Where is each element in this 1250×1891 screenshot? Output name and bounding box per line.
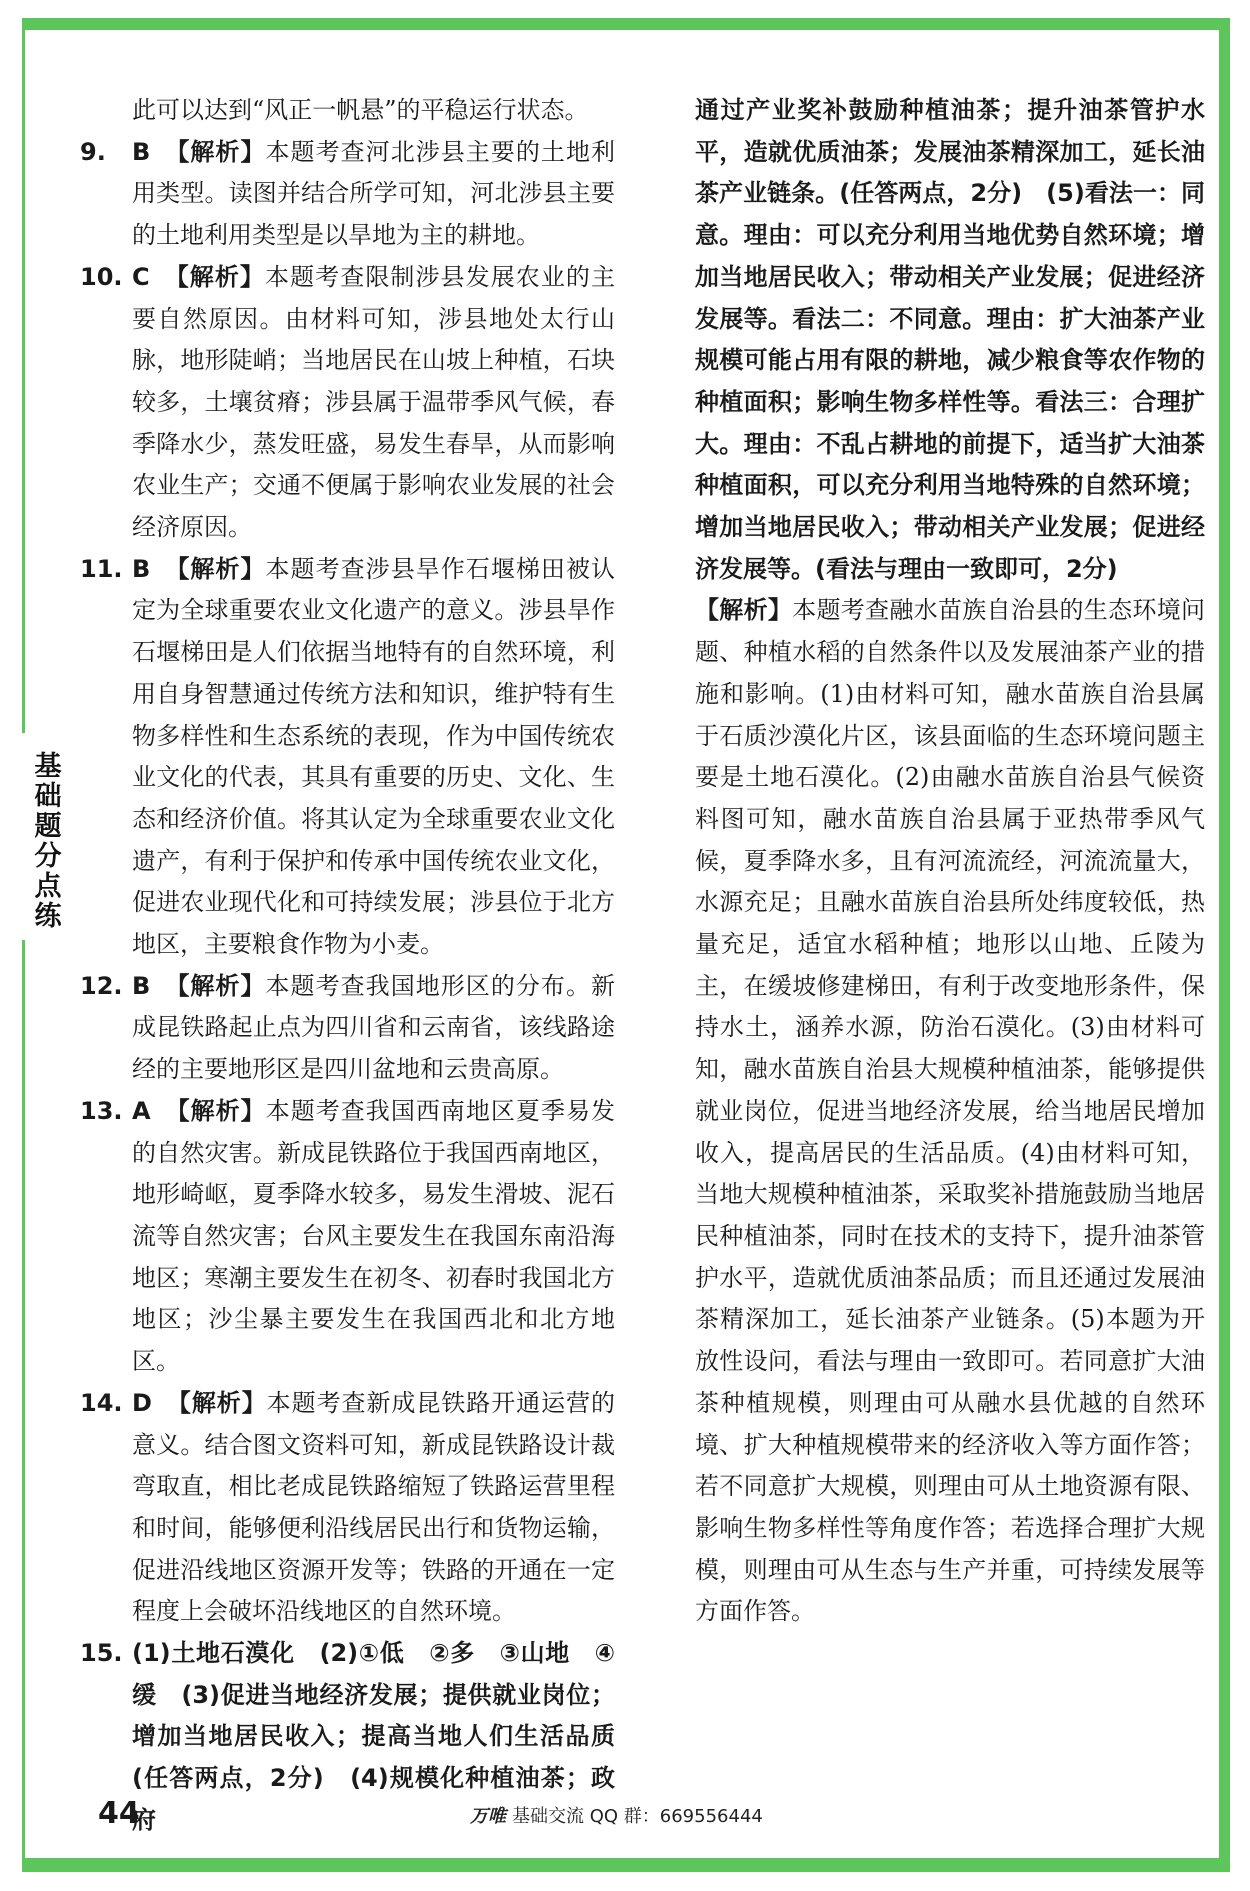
item-number: 11. [80, 554, 123, 583]
left-column [80, 90, 615, 1842]
intro-continuation: 此可以达到“风正一帆悬”的平稳运行状态。 [132, 96, 589, 124]
left-border-upper [22, 18, 25, 733]
answer-letter: B [132, 137, 151, 166]
section-side-tab: 基 础 题 分 点 练 [34, 751, 62, 932]
answer-15-continuation: 通过产业奖补鼓励种植油茶；提升油茶管护水平，造就优质油茶；发展油茶精深加工，延长油茶产业链条。(任答两点，2分) (5)看法一：同意。理由：可以充分利用当地优势自然环境；增加当地居民收入；带动相关产业发展；促进经济发展等。看法二：不同意。理由：扩大油茶产业规模可能占用有限的耕地，减少粮食等农作物的种植面积；影响生物多样性等。看法三：合理扩大。理由：不乱占耕地的前提下，适当扩大油茶种植面积，可以充分利用当地特殊的自然环境；增加当地居民收入；带动相关产业发展；促进经济发展等。(看法与理由一致即可，2分) [695, 96, 1205, 583]
item-number: 12. [80, 971, 123, 1000]
analysis-text: 本题考查涉县旱作石堰梯田被认定为全球重要农业文化遗产的意义。涉县旱作石堰梯田是人们依据当地特有的自然环境，利用自身智慧通过传统方法和知识，维护特有生物多样性和生态系统的表现，作为中国传统农业文化的代表，其具有重要的历史、文化、生态和经济价值。将其认定为全球重要农业文化遗产，有利于保护和传承中国传统农业文化，促进农业现代化和可持续发展；涉县位于北方地区，主要粮食作物为小麦。 [132, 554, 616, 959]
open-answer-text: (1)土地石漠化 (2)①低 ②多 ③山地 ④缓 (3)促进当地经济发展；提供就业岗位；增加当地居民收入；提高当地人们生活品质(任答两点，2分) (4)规模化种植油茶；政府 [132, 1639, 615, 1834]
analysis-text: 本题考查河北涉县主要的土地利用类型。读图并结合所学可知，河北涉县主要的土地利用类型是以旱地为主的耕地。 [132, 137, 616, 250]
footer-text: 基础交流 QQ 群：669556444 [512, 1806, 763, 1827]
item-number: 14. [80, 1388, 123, 1417]
right-border [1219, 18, 1230, 1872]
answer-item-11 [80, 549, 615, 966]
answer-item-9 [80, 132, 615, 257]
analysis-tag: 【解析】 [163, 262, 266, 291]
analysis-text: 本题考查限制涉县发展农业的主要自然原因。由材料可知，涉县地处太行山脉，地形陡峭；当地居民在山坡上种植，石块较多，土壤贫瘠；涉县属于温带季风气候，春季降水少，蒸发旺盛，易发生春旱，从而影响农业生产；交通不便属于影响农业发展的社会经济原因。 [132, 262, 616, 542]
analysis-text: 本题考查融水苗族自治县的生态环境问题、种植水稻的自然条件以及发展油茶产业的措施和影响。(1)由材料可知，融水苗族自治县属于石质沙漠化片区，该县面临的生态环境问题主要是土地石漠化。(2)由融水苗族自治县气候资料图可知，融水苗族自治县属于亚热带季风气候，夏季降水多，且有河流流经，河流流量大，水源充足；且融水苗族自治县所处纬度较低，热量充足，适宜水稻种植；地形以山地、丘陵为主，在缓坡修建梯田，有利于改变地形条件，保持水土，涵养水源，防治石漠化。(3)由材料可知，融水苗族自治县大规模种植油茶，能够提供就业岗位，促进当地经济发展，给当地居民增加收入，提高居民的生活品质。(4)由材料可知，当地大规模种植油茶，采取奖补措施鼓励当地居民种植油茶，同时在技术的支持下，提升油茶管护水平，造就优质油茶品质；而且还通过发展油茶精深加工，延长油茶产业链条。(5)本题为开放性设问，看法与理由一致即可。若同意扩大油茶种植规模，则理由可从融水县优越的自然环境、扩大种植规模带来的经济收入等方面作答；若不同意扩大规模，则理由可从土地资源有限、影响生物多样性等角度作答；若选择合理扩大规模，则理由可从生态与生产并重，可持续发展等方面作答。 [695, 596, 1206, 1626]
analysis-tag: 【解析】 [164, 1096, 266, 1125]
answer-letter: C [132, 262, 150, 291]
bottom-border [22, 1858, 1230, 1872]
top-border [22, 18, 1230, 30]
answer-item-12 [80, 966, 615, 1091]
analysis-tag: 【解析】 [165, 1388, 267, 1417]
answer-15-analysis [695, 590, 1205, 1633]
answer-item-13 [80, 1091, 615, 1383]
left-border-lower [22, 940, 25, 1872]
right-column [695, 90, 1205, 1633]
answer-letter: A [132, 1096, 151, 1125]
answer-letter: B [132, 971, 151, 1000]
answer-item-14 [80, 1383, 615, 1633]
answer-item-10 [80, 257, 615, 549]
brand-logo: 万唯 [470, 1806, 506, 1827]
analysis-text: 本题考查我国西南地区夏季易发的自然灾害。新成昆铁路位于我国西南地区，地形崎岖，夏季降水较多，易发生滑坡、泥石流等自然灾害；台风主要发生在我国东南沿海地区；寒潮主要发生在初冬、初春时我国北方地区；沙尘暴主要发生在我国西北和北方地区。 [132, 1096, 616, 1376]
analysis-text: 本题考查新成昆铁路开通运营的意义。结合图文资料可知，新成昆铁路设计裁弯取直，相比老成昆铁路缩短了铁路运营里程和时间，能够便利沿线居民出行和货物运输，促进沿线地区资源开发等；铁路的开通在一定程度上会破坏沿线地区的自然环境。 [132, 1388, 616, 1626]
item-number: 13. [80, 1096, 123, 1125]
item-number: 15. [80, 1639, 123, 1668]
answer-letter: B [132, 554, 151, 583]
analysis-text: 本题考查我国地形区的分布。新成昆铁路起止点为四川省和云南省，该线路途经的主要地形区是四川盆地和云贵高原。 [132, 971, 616, 1084]
analysis-tag: 【解析】 [164, 554, 266, 583]
analysis-tag: 【解析】 [164, 137, 266, 166]
page-number: 44 [98, 1796, 140, 1831]
answer-letter: D [132, 1388, 152, 1417]
footer-info [470, 1802, 763, 1828]
analysis-tag: 【解析】 [695, 596, 793, 625]
item-number: 9. [80, 137, 106, 166]
analysis-tag: 【解析】 [164, 971, 266, 1000]
item-number: 10. [80, 262, 123, 291]
